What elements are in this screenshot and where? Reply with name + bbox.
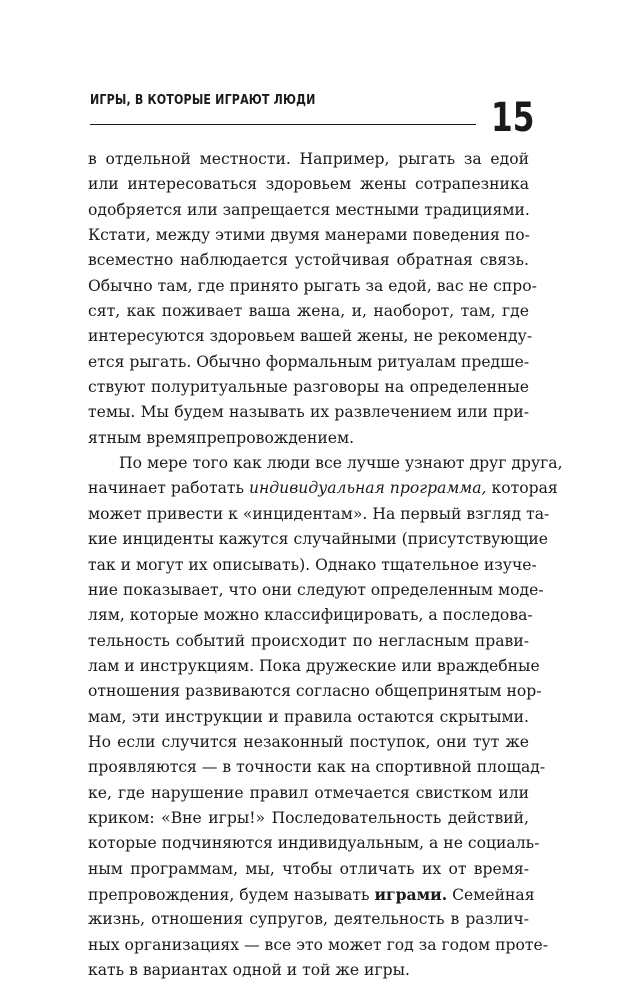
text-line bbox=[88, 882, 535, 907]
text-line bbox=[88, 274, 537, 299]
text-line bbox=[88, 476, 558, 501]
text-segment: По мере того как люди все лучше узнают друг друга, bbox=[119, 454, 563, 473]
text-segment: так и могут их описывать). Однако тщательное изуче- bbox=[88, 555, 537, 574]
text-line bbox=[88, 907, 529, 932]
text-segment: Семейная bbox=[447, 885, 535, 904]
text-segment: Обычно там, где принято рыгать за едой, вас не спро- bbox=[88, 276, 537, 295]
text-line bbox=[88, 400, 529, 425]
text-line bbox=[88, 654, 540, 679]
text-segment: криком: «Вне игры!» Последовательность действий, bbox=[88, 808, 529, 827]
text-segment: или интересоваться здоровьем жены сотрапезника bbox=[88, 175, 529, 194]
text-line bbox=[88, 933, 549, 958]
text-segment: тельность событий происходит по негласным прави- bbox=[88, 631, 529, 650]
text-segment: ных организациях — все это может год за годом протe- bbox=[88, 935, 549, 954]
text-line bbox=[88, 502, 550, 527]
bold-term: играми. bbox=[374, 884, 448, 904]
text-segment: ным программам, мы, чтобы отличать их от время- bbox=[88, 859, 529, 878]
text-line bbox=[88, 679, 542, 704]
text-line bbox=[88, 857, 529, 882]
text-line bbox=[88, 705, 529, 730]
text-line bbox=[88, 299, 529, 324]
text-segment: ется рыгать. Обычно формальным ритуалам предше- bbox=[88, 352, 530, 371]
text-line bbox=[88, 198, 529, 223]
text-line bbox=[88, 806, 529, 831]
text-line bbox=[88, 451, 563, 476]
text-segment: препровождения, будем называть bbox=[88, 885, 375, 904]
text-segment: кие инциденты кажутся случайными (присутствующие bbox=[88, 530, 548, 549]
text-segment: лам и инструкциям. Пока дружеские или враждебные bbox=[88, 656, 540, 675]
text-line bbox=[88, 172, 529, 197]
text-line bbox=[88, 375, 529, 400]
text-segment: кать в вариантах одной и той же игры. bbox=[88, 961, 410, 979]
text-line bbox=[88, 223, 529, 248]
text-line bbox=[88, 350, 529, 375]
text-line bbox=[88, 603, 533, 628]
text-segment: ние показывает, что они следуют определенным моде- bbox=[88, 580, 544, 599]
text-segment: ствуют полуритуальные разговоры на определенные bbox=[88, 378, 529, 397]
text-line bbox=[88, 831, 540, 856]
text-segment: одобряется или запрещается местными традициями. bbox=[88, 200, 530, 219]
text-segment: начинает работать bbox=[88, 479, 249, 498]
text-line bbox=[88, 730, 529, 755]
text-line bbox=[88, 578, 544, 603]
text-segment: проявляются — в точности как на спортивной площад- bbox=[88, 758, 546, 777]
text-segment: в отдельной местности. Например, рыгать за едой bbox=[88, 150, 529, 168]
text-line bbox=[88, 527, 548, 552]
text-line bbox=[88, 629, 529, 654]
text-segment: ке, где нарушение правил отмечается свистком или bbox=[88, 783, 529, 802]
text-segment: мам, эти инструкции и правила остаются скрытыми. bbox=[88, 707, 529, 726]
text-segment: отношения развиваются согласно общепринятым нор- bbox=[88, 682, 542, 701]
text-line bbox=[88, 781, 529, 806]
text-segment: ятным времяпрепровождением. bbox=[88, 428, 355, 447]
text-segment: которая bbox=[486, 479, 558, 498]
text-segment: интересуются здоровьем вашей жены, не рекоменду- bbox=[88, 327, 533, 346]
text-line bbox=[88, 755, 546, 780]
text-line bbox=[88, 958, 529, 983]
text-segment: всеместно наблюдается устойчивая обратная связь. bbox=[88, 251, 529, 270]
text-segment: Кстати, между этими двумя манерами поведения по- bbox=[88, 226, 530, 245]
italic-term: индивидуальная программа, bbox=[248, 479, 487, 498]
text-line bbox=[88, 553, 537, 578]
text-segment: темы. Мы будем называть их развлечением или при- bbox=[88, 403, 529, 422]
text-segment: Но если случится незаконный поступок, они тут же bbox=[88, 732, 529, 751]
text-segment: может привести к «инцидентам». На первый взгляд та- bbox=[88, 504, 550, 523]
running-title: ИГРЫ, В КОТОРЫЕ ИГРАЮТ ЛЮДИ bbox=[90, 93, 316, 108]
page-number: 15 bbox=[491, 95, 535, 141]
text-segment: которые подчиняются индивидуальным, а не социаль- bbox=[88, 834, 540, 853]
text-segment: жизнь, отношения супругов, деятельность в различ- bbox=[88, 910, 529, 929]
header-rule bbox=[90, 124, 476, 125]
text-line bbox=[88, 248, 529, 273]
text-segment: сят, как поживает ваша жена, и, наоборот, там, где bbox=[88, 302, 529, 321]
body-text bbox=[88, 147, 563, 983]
text-line bbox=[88, 324, 533, 349]
text-segment: лям, которые можно классифицировать, а последова- bbox=[88, 606, 533, 625]
text-line bbox=[88, 147, 529, 172]
text-line bbox=[88, 426, 529, 451]
